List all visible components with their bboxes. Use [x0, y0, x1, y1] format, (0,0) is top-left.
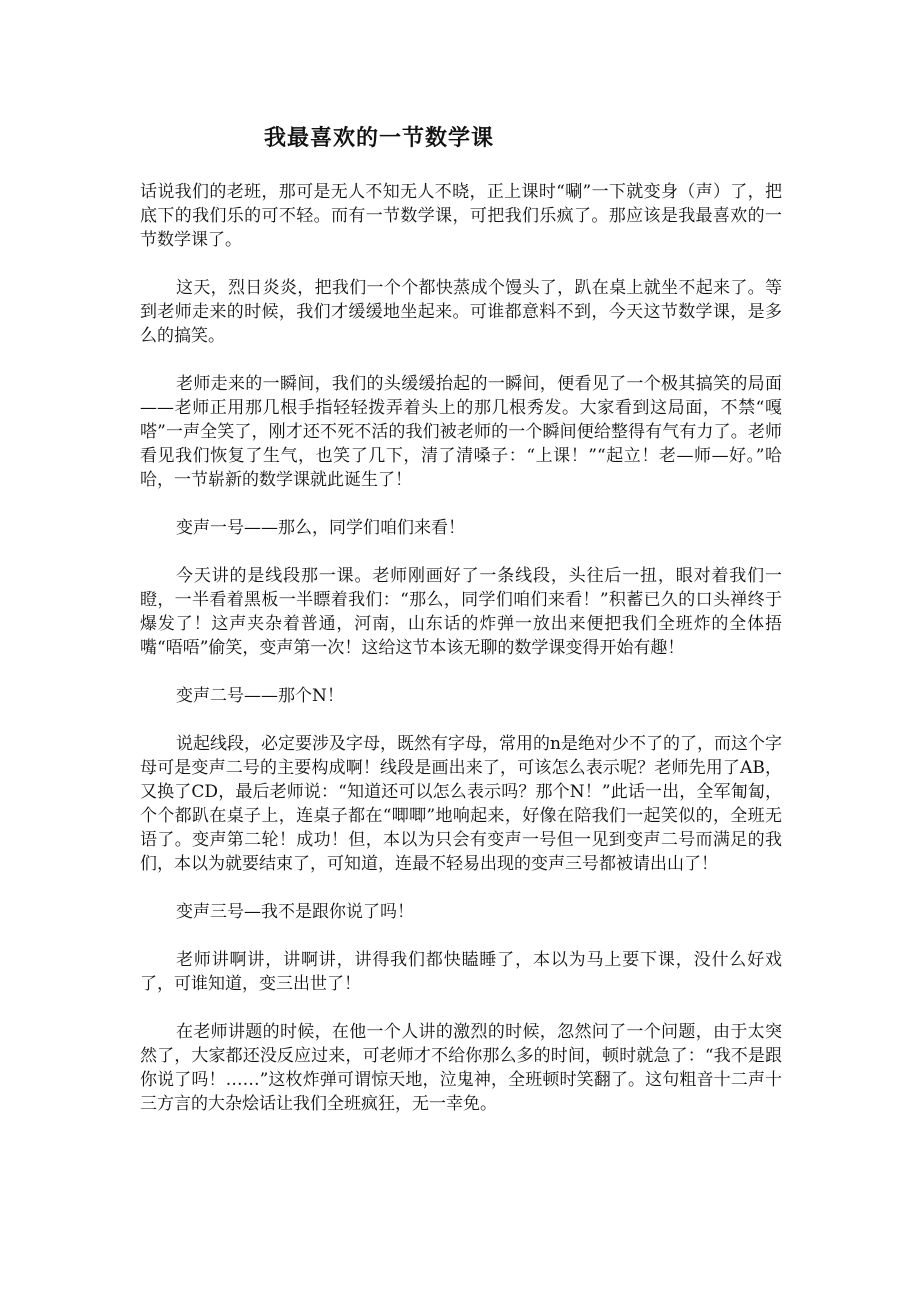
paragraph-voice-two-heading: 变声二号——那个N！ [176, 686, 344, 706]
paragraph-teacher-arrives: 老师走来的一瞬间，我们的头缓缓抬起的一瞬间，便看见了一个极其搞笑的局面——老师正用那几根手指轻轻拨弄着头上的那几根秀发。大家看到这局面，不禁“嘎嗒”一声全笑了，刚才还不死不活的我们被老师的一个瞬间便给整得有气有力了。老师看见我们恢复了生气，也笑了几下，清了清嗓子：“上课！”“起立！老—师—好。”哈哈，一节崭新的数学课就此诞生了！ [140, 374, 782, 490]
paragraph-voice-three-lead: 老师讲啊讲，讲啊讲，讲得我们都快瞌睡了，本以为马上要下课，没什么好戏了，可谁知道，变三出世了！ [140, 950, 782, 994]
paragraph-intro: 话说我们的老班，那可是无人不知无人不晓，正上课时“唰”一下就变身（声）了，把底下的我们乐的可不轻。而有一节数学课，可把我们乐疯了。那应该是我最喜欢的一节数学课了。 [140, 182, 782, 250]
paragraph-voice-one: 今天讲的是线段那一课。老师刚画好了一条线段，头往后一扭，眼对着我们一瞪，一半看着黑板一半瞟着我们：“那么，同学们咱们来看！”积蓄已久的口头禅终于爆发了！这声夹杂着普通，河南，山东话的炸弹一放出来便把我们全班炸的全体捂嘴“唔唔”偷笑，变声第一次！这给这节本该无聊的数学课变得开始有趣！ [140, 566, 782, 658]
paragraph-voice-two: 说起线段，必定要涉及字母，既然有字母，常用的n是绝对少不了的了，而这个字母可是变声二号的主要构成啊！线段是画出来了，可该怎么表示呢？老师先用了AB，又换了CD，最后老师说：“知道还可以怎么表示吗？那个N！”此话一出，全军匍匐，个个都趴在桌子上，连桌子都在“唧唧”地响起来，好像在陪我们一起笑似的，全班无语了。变声第二轮！成功！但，本以为只会有变声一号但一见到变声二号而满足的我们，本以为就要结束了，可知道，连最不轻易出现的变声三号都被请出山了！ [140, 734, 782, 874]
paragraph-voice-one-heading: 变声一号——那么，同学们咱们来看！ [176, 518, 465, 538]
paragraph-voice-three: 在老师讲题的时候，在他一个人讲的激烈的时候，忽然问了一个问题，由于太突然了，大家都还没反应过来，可老师才不给你那么多的时间，顿时就急了：“我不是跟你说了吗！……”这枚炸弹可谓惊天地，泣鬼神，全班顿时笑翻了。这句粗音十二声十三方言的大杂烩话让我们全班疯狂，无一幸免。 [140, 1022, 782, 1114]
paragraph-hot-day: 这天，烈日炎炎，把我们一个个都快蒸成个馒头了，趴在桌上就坐不起来了。等到老师走来的时候，我们才缓缓地坐起来。可谁都意料不到，今天这节数学课，是多么的搞笑。 [140, 278, 782, 346]
page-title: 我最喜欢的一节数学课 [264, 125, 495, 151]
article-body [140, 180, 782, 1140]
paragraph-voice-three-heading: 变声三号—我不是跟你说了吗！ [176, 902, 414, 922]
